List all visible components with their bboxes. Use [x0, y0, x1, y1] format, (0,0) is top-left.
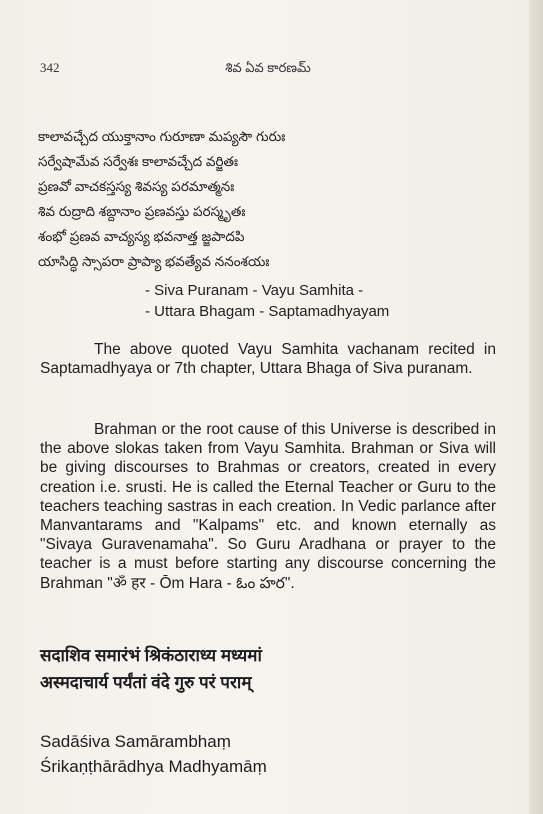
body-paragraph [40, 420, 496, 593]
page-number: 342 [40, 60, 60, 75]
page-edge [529, 0, 543, 814]
transliteration-block [40, 729, 500, 779]
sloka-line: శంభో ప్రణవ వాచ్యస్య భవనాత్త జ్జపాదపి [38, 229, 245, 244]
telugu-sloka-block [38, 124, 498, 274]
sloka-line: కాలావచ్చేద యుక్తానాం గురూణా మప్యసౌ గురుః [38, 129, 286, 144]
paragraph-text: The above quoted Vayu Samhita vachanam recited in Saptamadhyaya or 7th chapter, Uttara Bhaga of Siva puranam. [40, 341, 496, 378]
sanskrit-verse [40, 642, 500, 696]
sloka-line: ప్రణవో వాచకస్తస్య శివస్య పరమాత్మనః [38, 179, 235, 194]
transliteration-line: Sadāśiva Samārambhaṃ [40, 732, 231, 751]
sloka-line: యాసిద్ధి స్సాపరా ప్రాప్యా భవత్యేవ ననంశయః [38, 254, 270, 269]
running-title: శివ ఏవ కారణమ్ [225, 60, 311, 75]
sloka-line: శివ రుద్రాది శబ్దానాం ప్రణవస్తు పరస్మృతః [38, 204, 246, 219]
paragraph-text: Brahman or the root cause of this Universe is described in the above slokas taken from Vayu Samhita. Brahman or Siva will be giving discourses to Brahmas or creators, created in every creation i.e. srusti. He is called the Eternal Teacher or Guru to the teachers teaching sastras in each creation. In Vedic parlance after Manvantarams and "Kalpams" etc. and known eternally as "Sivaya Guravenamaha". So Guru Aradhana or prayer to the teacher is a must before starting any discourse concerning the Brahman "ॐ हर - Ōm Hara - ఓం హర". [40, 421, 496, 592]
citation-line: - Siva Puranam - Vayu Samhita - [145, 282, 364, 299]
sanskrit-line: अस्मदाचार्य पर्यंतां वंदे गुरु परं पराम् [40, 673, 252, 692]
source-citation [145, 280, 485, 322]
transliteration-line: Śrikaṇṭhārādhya Madhyamāṃ [40, 757, 267, 776]
sanskrit-line: सदाशिव समारंभं श्रिकंठाराध्य मध्यमां [40, 646, 262, 665]
body-paragraph [40, 340, 496, 378]
page-header [40, 60, 496, 80]
sloka-line: సర్వేషామేవ సర్వేశః కాలావచ్చేద వర్జితః [38, 154, 238, 169]
citation-line: - Uttara Bhagam - Saptamadhyayam [145, 303, 390, 320]
